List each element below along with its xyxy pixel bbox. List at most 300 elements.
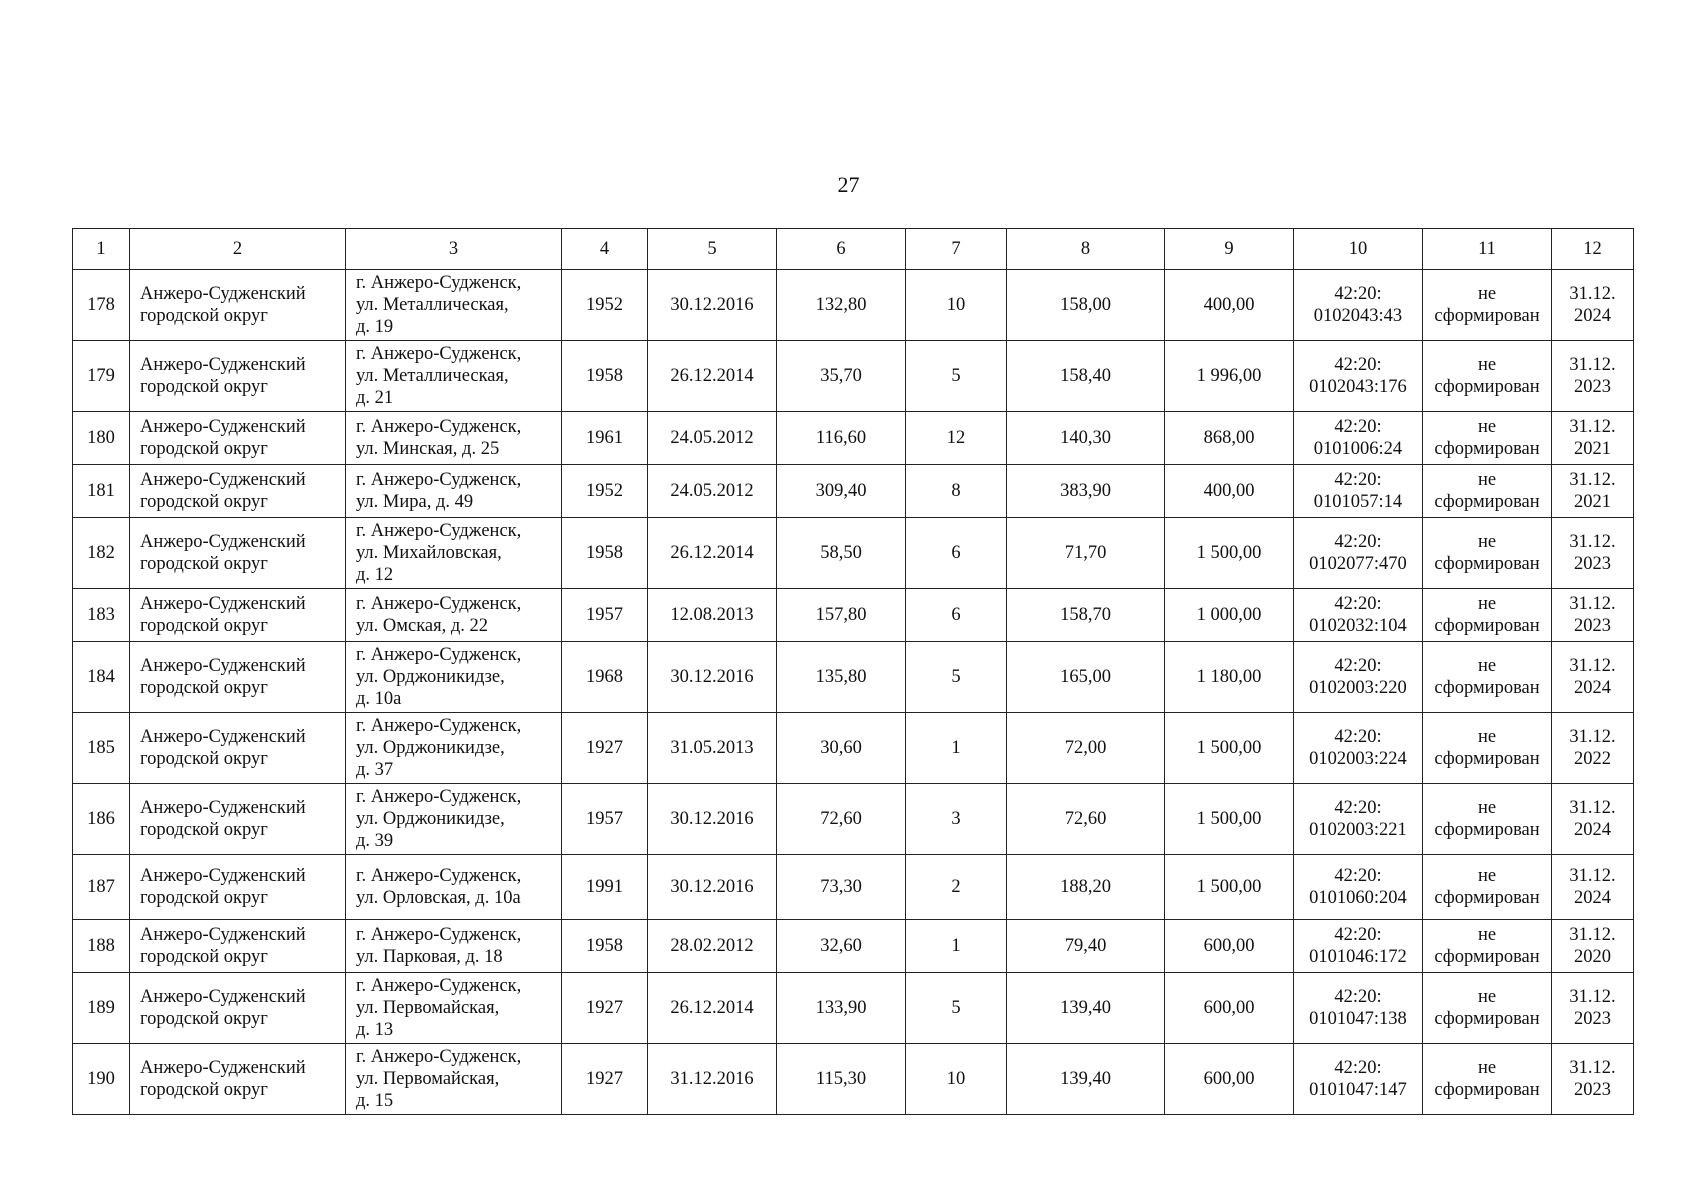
resettlement-deadline-line: 31.12.: [1569, 470, 1616, 490]
resettlement-deadline-cell: [1552, 341, 1634, 412]
cadastral-number-line: 0102043:176: [1309, 377, 1407, 397]
land-status-line: сформирован: [1434, 820, 1540, 840]
municipality-line: городской округ: [140, 439, 268, 459]
table-row: [73, 518, 1634, 589]
recognition-date-cell: 26.12.2014: [648, 341, 777, 412]
resettlement-deadline-line: 31.12.: [1569, 727, 1616, 747]
table-row: [73, 412, 1634, 465]
address-line: ул. Мира, д. 49: [356, 492, 474, 512]
housing-registry-table: [72, 228, 1634, 1115]
residents-cell: 12: [906, 412, 1007, 465]
resettlement-deadline-line: 2024: [1574, 306, 1611, 326]
col-9-cell: 1 000,00: [1165, 589, 1294, 642]
cadastral-number-line: 0101046:172: [1309, 947, 1407, 967]
row-number-cell: 189: [73, 973, 130, 1044]
municipality-cell: [130, 412, 346, 465]
land-status-line: сформирован: [1434, 1009, 1540, 1029]
municipality-line: городской округ: [140, 377, 268, 397]
build-year-cell: 1952: [562, 465, 648, 518]
recognition-date-cell: 26.12.2014: [648, 973, 777, 1044]
cadastral-number-line: 0101047:147: [1309, 1080, 1407, 1100]
table-row: [73, 642, 1634, 713]
cadastral-number-line: 0102043:43: [1313, 306, 1403, 326]
recognition-date-cell: 28.02.2012: [648, 920, 777, 973]
resettlement-deadline-line: 2020: [1574, 947, 1611, 967]
area-cell: 30,60: [777, 713, 906, 784]
address-line: ул. Минская, д. 25: [356, 439, 500, 459]
resettlement-deadline-line: 31.12.: [1569, 1058, 1616, 1078]
resettlement-deadline-line: 2022: [1574, 749, 1611, 769]
page-number: 27: [837, 172, 860, 197]
build-year-cell: 1927: [562, 1044, 648, 1115]
resettlement-deadline-line: 2023: [1574, 554, 1611, 574]
cadastral-number-line: 42:20:: [1334, 470, 1382, 490]
column-header-7: 7: [906, 229, 1007, 270]
municipality-line: Анжеро-Судженский: [140, 355, 306, 375]
address-line: ул. Парковая, д. 18: [356, 947, 503, 967]
address-line: д. 37: [356, 760, 394, 780]
build-year-cell: 1957: [562, 589, 648, 642]
cadastral-number-cell: [1294, 465, 1423, 518]
land-status-line: сформирован: [1434, 888, 1540, 908]
cadastral-number-line: 42:20:: [1334, 355, 1382, 375]
cadastral-number-line: 42:20:: [1334, 1058, 1382, 1078]
resettlement-deadline-cell: [1552, 642, 1634, 713]
cadastral-number-line: 42:20:: [1334, 417, 1382, 437]
resettlement-deadline-cell: [1552, 589, 1634, 642]
municipality-cell: [130, 589, 346, 642]
row-number-cell: 183: [73, 589, 130, 642]
land-status-line: сформирован: [1434, 306, 1540, 326]
table-row: [73, 270, 1634, 341]
cadastral-number-line: 0102077:470: [1309, 554, 1407, 574]
land-status-line: не: [1477, 355, 1497, 375]
cadastral-number-line: 42:20:: [1334, 594, 1382, 614]
resettlement-deadline-cell: [1552, 784, 1634, 855]
area-cell: 132,80: [777, 270, 906, 341]
resettlement-deadline-line: 31.12.: [1569, 355, 1616, 375]
address-cell: [346, 465, 562, 518]
recognition-date-cell: 12.08.2013: [648, 589, 777, 642]
municipality-line: Анжеро-Судженский: [140, 727, 306, 747]
land-status-cell: [1423, 465, 1552, 518]
resettlement-deadline-line: 31.12.: [1569, 532, 1616, 552]
table-row: [73, 784, 1634, 855]
resettlement-deadline-line: 31.12.: [1569, 417, 1616, 437]
recognition-date-cell: 30.12.2016: [648, 784, 777, 855]
area-cell: 157,80: [777, 589, 906, 642]
resettlement-deadline-line: 2024: [1574, 888, 1611, 908]
residents-cell: 5: [906, 642, 1007, 713]
municipality-line: Анжеро-Судженский: [140, 798, 306, 818]
municipality-line: городской округ: [140, 1009, 268, 1029]
col-8-cell: 158,40: [1007, 341, 1165, 412]
cadastral-number-cell: [1294, 518, 1423, 589]
col-9-cell: 868,00: [1165, 412, 1294, 465]
land-status-cell: [1423, 412, 1552, 465]
cadastral-number-cell: [1294, 1044, 1423, 1115]
col-8-cell: 188,20: [1007, 855, 1165, 920]
municipality-cell: [130, 518, 346, 589]
col-9-cell: 600,00: [1165, 920, 1294, 973]
resettlement-deadline-line: 31.12.: [1569, 987, 1616, 1007]
build-year-cell: 1991: [562, 855, 648, 920]
land-status-cell: [1423, 270, 1552, 341]
municipality-line: городской округ: [140, 306, 268, 326]
resettlement-deadline-line: 2024: [1574, 820, 1611, 840]
land-status-line: не: [1477, 798, 1497, 818]
column-header-3: 3: [346, 229, 562, 270]
municipality-line: Анжеро-Судженский: [140, 417, 306, 437]
resettlement-deadline-line: 2023: [1574, 1080, 1611, 1100]
resettlement-deadline-line: 2024: [1574, 678, 1611, 698]
municipality-cell: [130, 270, 346, 341]
address-cell: [346, 855, 562, 920]
recognition-date-cell: 30.12.2016: [648, 270, 777, 341]
municipality-line: городской округ: [140, 492, 268, 512]
resettlement-deadline-line: 2023: [1574, 377, 1611, 397]
address-cell: [346, 713, 562, 784]
address-cell: [346, 518, 562, 589]
land-status-cell: [1423, 973, 1552, 1044]
area-cell: 133,90: [777, 973, 906, 1044]
area-cell: 73,30: [777, 855, 906, 920]
col-8-cell: 139,40: [1007, 973, 1165, 1044]
area-cell: 58,50: [777, 518, 906, 589]
col-8-cell: 158,00: [1007, 270, 1165, 341]
row-number-cell: 190: [73, 1044, 130, 1115]
recognition-date-cell: 24.05.2012: [648, 465, 777, 518]
municipality-cell: [130, 465, 346, 518]
column-header-4: 4: [562, 229, 648, 270]
col-9-cell: 1 500,00: [1165, 518, 1294, 589]
col-8-cell: 72,00: [1007, 713, 1165, 784]
column-header-10: 10: [1294, 229, 1423, 270]
municipality-line: Анжеро-Судженский: [140, 284, 306, 304]
cadastral-number-cell: [1294, 270, 1423, 341]
municipality-line: Анжеро-Судженский: [140, 925, 306, 945]
build-year-cell: 1961: [562, 412, 648, 465]
area-cell: 32,60: [777, 920, 906, 973]
resettlement-deadline-line: 31.12.: [1569, 284, 1616, 304]
cadastral-number-line: 42:20:: [1334, 866, 1382, 886]
land-status-line: сформирован: [1434, 439, 1540, 459]
cadastral-number-line: 0101057:14: [1313, 492, 1403, 512]
resettlement-deadline-line: 2021: [1574, 439, 1611, 459]
table-row: [73, 1044, 1634, 1115]
municipality-cell: [130, 341, 346, 412]
municipality-line: Анжеро-Судженский: [140, 987, 306, 1007]
resettlement-deadline-cell: [1552, 465, 1634, 518]
area-cell: 116,60: [777, 412, 906, 465]
land-status-line: сформирован: [1434, 947, 1540, 967]
address-line: г. Анжеро-Судженск,: [356, 787, 522, 807]
col-8-cell: 71,70: [1007, 518, 1165, 589]
municipality-line: городской округ: [140, 678, 268, 698]
land-status-cell: [1423, 784, 1552, 855]
table-row: [73, 973, 1634, 1044]
address-line: г. Анжеро-Судженск,: [356, 344, 522, 364]
land-status-line: сформирован: [1434, 554, 1540, 574]
land-status-line: не: [1477, 594, 1497, 614]
build-year-cell: 1927: [562, 713, 648, 784]
land-status-cell: [1423, 589, 1552, 642]
resettlement-deadline-cell: [1552, 855, 1634, 920]
land-status-line: не: [1477, 284, 1497, 304]
municipality-cell: [130, 1044, 346, 1115]
residents-cell: 5: [906, 341, 1007, 412]
table-row: [73, 713, 1634, 784]
municipality-line: городской округ: [140, 1080, 268, 1100]
resettlement-deadline-cell: [1552, 270, 1634, 341]
build-year-cell: 1958: [562, 518, 648, 589]
address-cell: [346, 1044, 562, 1115]
col-8-cell: 140,30: [1007, 412, 1165, 465]
address-line: д. 12: [356, 565, 394, 585]
municipality-line: Анжеро-Судженский: [140, 866, 306, 886]
column-header-12: 12: [1552, 229, 1634, 270]
land-status-cell: [1423, 855, 1552, 920]
build-year-cell: 1927: [562, 973, 648, 1044]
municipality-cell: [130, 920, 346, 973]
municipality-line: Анжеро-Судженский: [140, 470, 306, 490]
address-line: ул. Орловская, д. 10а: [356, 888, 521, 908]
residents-cell: 1: [906, 920, 1007, 973]
col-9-cell: 1 500,00: [1165, 855, 1294, 920]
recognition-date-cell: 24.05.2012: [648, 412, 777, 465]
address-line: ул. Орджоникидзе,: [356, 738, 505, 758]
col-9-cell: 400,00: [1165, 465, 1294, 518]
land-status-line: сформирован: [1434, 1080, 1540, 1100]
cadastral-number-line: 0102003:221: [1309, 820, 1407, 840]
land-status-line: не: [1477, 470, 1497, 490]
resettlement-deadline-cell: [1552, 713, 1634, 784]
municipality-line: Анжеро-Судженский: [140, 1058, 306, 1078]
recognition-date-cell: 30.12.2016: [648, 642, 777, 713]
cadastral-number-line: 0101060:204: [1309, 888, 1407, 908]
address-line: д. 21: [356, 388, 394, 408]
municipality-cell: [130, 713, 346, 784]
municipality-line: городской округ: [140, 820, 268, 840]
column-header-5: 5: [648, 229, 777, 270]
address-line: г. Анжеро-Судженск,: [356, 273, 522, 293]
column-header-6: 6: [777, 229, 906, 270]
cadastral-number-cell: [1294, 341, 1423, 412]
residents-cell: 2: [906, 855, 1007, 920]
resettlement-deadline-cell: [1552, 412, 1634, 465]
build-year-cell: 1958: [562, 920, 648, 973]
municipality-cell: [130, 973, 346, 1044]
col-9-cell: 600,00: [1165, 973, 1294, 1044]
land-status-cell: [1423, 1044, 1552, 1115]
build-year-cell: 1968: [562, 642, 648, 713]
cadastral-number-cell: [1294, 973, 1423, 1044]
address-line: г. Анжеро-Судженск,: [356, 645, 522, 665]
cadastral-number-line: 42:20:: [1334, 727, 1382, 747]
cadastral-number-line: 42:20:: [1334, 656, 1382, 676]
build-year-cell: 1957: [562, 784, 648, 855]
land-status-line: сформирован: [1434, 492, 1540, 512]
land-status-line: сформирован: [1434, 678, 1540, 698]
cadastral-number-cell: [1294, 412, 1423, 465]
address-line: г. Анжеро-Судженск,: [356, 866, 522, 886]
table-row: [73, 589, 1634, 642]
land-status-line: не: [1477, 987, 1497, 1007]
cadastral-number-cell: [1294, 920, 1423, 973]
resettlement-deadline-line: 31.12.: [1569, 866, 1616, 886]
column-header-9: 9: [1165, 229, 1294, 270]
resettlement-deadline-line: 2021: [1574, 492, 1611, 512]
address-line: г. Анжеро-Судженск,: [356, 716, 522, 736]
col-8-cell: 383,90: [1007, 465, 1165, 518]
land-status-line: сформирован: [1434, 377, 1540, 397]
area-cell: 72,60: [777, 784, 906, 855]
municipality-cell: [130, 784, 346, 855]
area-cell: 115,30: [777, 1044, 906, 1115]
residents-cell: 10: [906, 270, 1007, 341]
area-cell: 35,70: [777, 341, 906, 412]
address-line: ул. Первомайская,: [356, 1069, 500, 1089]
resettlement-deadline-line: 31.12.: [1569, 798, 1616, 818]
residents-cell: 10: [906, 1044, 1007, 1115]
row-number-cell: 186: [73, 784, 130, 855]
column-header-8: 8: [1007, 229, 1165, 270]
address-line: ул. Омская, д. 22: [356, 616, 489, 636]
col-8-cell: 165,00: [1007, 642, 1165, 713]
resettlement-deadline-cell: [1552, 973, 1634, 1044]
land-status-line: не: [1477, 1058, 1497, 1078]
address-cell: [346, 973, 562, 1044]
residents-cell: 6: [906, 518, 1007, 589]
address-cell: [346, 642, 562, 713]
cadastral-number-line: 0101047:138: [1309, 1009, 1407, 1029]
address-line: д. 15: [356, 1091, 394, 1111]
municipality-line: Анжеро-Судженский: [140, 594, 306, 614]
recognition-date-cell: 31.12.2016: [648, 1044, 777, 1115]
land-status-line: не: [1477, 866, 1497, 886]
land-status-cell: [1423, 341, 1552, 412]
col-9-cell: 400,00: [1165, 270, 1294, 341]
municipality-line: Анжеро-Судженский: [140, 656, 306, 676]
residents-cell: 5: [906, 973, 1007, 1044]
residents-cell: 1: [906, 713, 1007, 784]
cadastral-number-line: 42:20:: [1334, 532, 1382, 552]
table-body: [73, 270, 1634, 1115]
row-number-cell: 179: [73, 341, 130, 412]
land-status-cell: [1423, 518, 1552, 589]
address-cell: [346, 270, 562, 341]
cadastral-number-line: 0102003:220: [1309, 678, 1407, 698]
municipality-line: городской округ: [140, 888, 268, 908]
cadastral-number-line: 0101006:24: [1313, 439, 1403, 459]
municipality-line: городской округ: [140, 947, 268, 967]
row-number-cell: 187: [73, 855, 130, 920]
address-line: г. Анжеро-Судженск,: [356, 925, 522, 945]
address-line: г. Анжеро-Судженск,: [356, 976, 522, 996]
address-line: ул. Металлическая,: [356, 366, 509, 386]
address-line: ул. Первомайская,: [356, 998, 500, 1018]
column-header-1: 1: [73, 229, 130, 270]
col-8-cell: 158,70: [1007, 589, 1165, 642]
address-cell: [346, 589, 562, 642]
row-number-cell: 178: [73, 270, 130, 341]
col-8-cell: 79,40: [1007, 920, 1165, 973]
table-row: [73, 855, 1634, 920]
col-9-cell: 1 180,00: [1165, 642, 1294, 713]
address-line: г. Анжеро-Судженск,: [356, 594, 522, 614]
address-line: ул. Орджоникидзе,: [356, 667, 505, 687]
resettlement-deadline-cell: [1552, 920, 1634, 973]
land-status-line: сформирован: [1434, 616, 1540, 636]
resettlement-deadline-cell: [1552, 518, 1634, 589]
land-status-line: не: [1477, 925, 1497, 945]
col-9-cell: 1 500,00: [1165, 784, 1294, 855]
address-cell: [346, 341, 562, 412]
table-row: [73, 341, 1634, 412]
address-line: ул. Михайловская,: [356, 543, 502, 563]
resettlement-deadline-cell: [1552, 1044, 1634, 1115]
cadastral-number-line: 42:20:: [1334, 925, 1382, 945]
col-9-cell: 1 996,00: [1165, 341, 1294, 412]
table-row: [73, 465, 1634, 518]
col-8-cell: 139,40: [1007, 1044, 1165, 1115]
land-status-line: не: [1477, 727, 1497, 747]
land-status-cell: [1423, 920, 1552, 973]
address-line: г. Анжеро-Судженск,: [356, 521, 522, 541]
cadastral-number-cell: [1294, 642, 1423, 713]
land-status-line: не: [1477, 532, 1497, 552]
area-cell: 309,40: [777, 465, 906, 518]
cadastral-number-cell: [1294, 589, 1423, 642]
cadastral-number-line: 0102032:104: [1309, 616, 1407, 636]
cadastral-number-line: 42:20:: [1334, 987, 1382, 1007]
col-9-cell: 600,00: [1165, 1044, 1294, 1115]
row-number-cell: 185: [73, 713, 130, 784]
land-status-line: не: [1477, 656, 1497, 676]
address-line: г. Анжеро-Судженск,: [356, 470, 522, 490]
municipality-line: городской округ: [140, 554, 268, 574]
municipality-cell: [130, 855, 346, 920]
municipality-line: городской округ: [140, 749, 268, 769]
address-line: д. 39: [356, 831, 394, 851]
address-line: д. 13: [356, 1020, 394, 1040]
recognition-date-cell: 26.12.2014: [648, 518, 777, 589]
municipality-cell: [130, 642, 346, 713]
column-header-2: 2: [130, 229, 346, 270]
land-status-cell: [1423, 642, 1552, 713]
cadastral-number-cell: [1294, 855, 1423, 920]
row-number-cell: 181: [73, 465, 130, 518]
resettlement-deadline-line: 31.12.: [1569, 656, 1616, 676]
land-status-line: сформирован: [1434, 749, 1540, 769]
address-cell: [346, 412, 562, 465]
municipality-line: Анжеро-Судженский: [140, 532, 306, 552]
table-row: [73, 920, 1634, 973]
cadastral-number-line: 42:20:: [1334, 284, 1382, 304]
recognition-date-cell: 31.05.2013: [648, 713, 777, 784]
row-number-cell: 180: [73, 412, 130, 465]
cadastral-number-cell: [1294, 713, 1423, 784]
residents-cell: 6: [906, 589, 1007, 642]
cadastral-number-cell: [1294, 784, 1423, 855]
residents-cell: 3: [906, 784, 1007, 855]
address-line: д. 10а: [356, 689, 402, 709]
address-line: г. Анжеро-Судженск,: [356, 417, 522, 437]
resettlement-deadline-line: 2023: [1574, 1009, 1611, 1029]
address-line: ул. Орджоникидзе,: [356, 809, 505, 829]
resettlement-deadline-line: 31.12.: [1569, 925, 1616, 945]
municipality-line: городской округ: [140, 616, 268, 636]
